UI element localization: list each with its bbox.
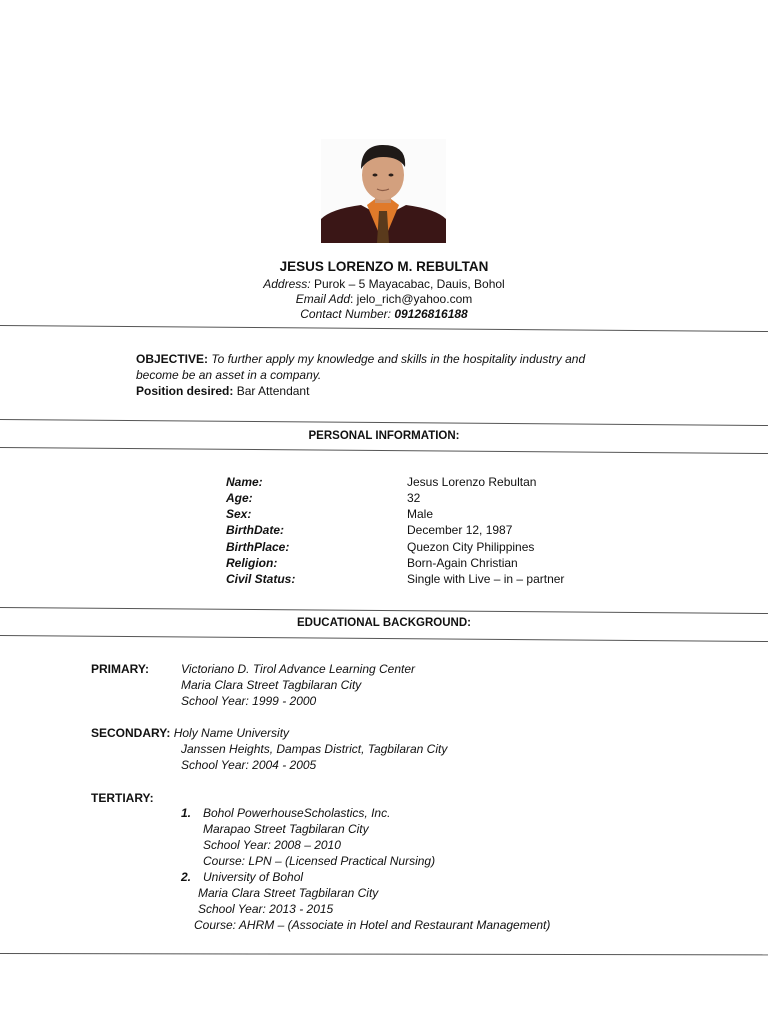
- secondary-line: [91, 726, 289, 740]
- secondary-address: Janssen Heights, Dampas District, Tagbilaran City: [181, 742, 448, 756]
- pi-label: Name:: [226, 475, 263, 489]
- pi-value: Jesus Lorenzo Rebultan: [407, 475, 537, 489]
- contact-line: [0, 307, 768, 321]
- pi-label: Civil Status:: [226, 572, 296, 586]
- primary-year: School Year: 1999 - 2000: [181, 694, 317, 708]
- primary-label: PRIMARY:: [91, 662, 149, 676]
- divider: [0, 953, 768, 955]
- tertiary-course: Course: AHRM – (Associate in Hotel and Restaurant Management): [194, 918, 551, 932]
- pi-value: Single with Live – in – partner: [407, 572, 565, 586]
- tertiary-item-number: 1.: [181, 806, 192, 820]
- pi-value: Quezon City Philippines: [407, 540, 535, 554]
- pi-value: Born-Again Christian: [407, 556, 518, 570]
- tertiary-label: TERTIARY:: [91, 791, 154, 805]
- divider: [0, 325, 768, 332]
- section-heading-personal: PERSONAL INFORMATION:: [308, 430, 460, 442]
- objective-line-1: [136, 352, 585, 366]
- profile-photo: [321, 139, 446, 243]
- primary-address: Maria Clara Street Tagbilaran City: [181, 678, 362, 692]
- pi-label: Religion:: [226, 556, 278, 570]
- address-value: Purok – 5 Mayacabac, Dauis, Bohol: [313, 277, 505, 291]
- objective-label: OBJECTIVE:: [136, 352, 209, 366]
- tertiary-address: Marapao Street Tagbilaran City: [203, 822, 369, 836]
- tertiary-school: University of Bohol: [203, 870, 304, 884]
- objective-text-1: To further apply my knowledge and skills in the hospitality industry and: [211, 352, 586, 366]
- contact-label: Contact Number:: [300, 307, 391, 321]
- section-heading-education: EDUCATIONAL BACKGROUND:: [297, 617, 471, 629]
- email-value: : jelo_rich@yahoo.com: [350, 292, 473, 306]
- tertiary-course: Course: LPN – (Licensed Practical Nursing): [203, 854, 436, 868]
- pi-label: Age:: [226, 491, 253, 505]
- secondary-label: SECONDARY:: [91, 726, 171, 740]
- pi-value: Male: [407, 507, 434, 521]
- email-line: [0, 292, 768, 306]
- pi-label: Sex:: [226, 507, 252, 521]
- divider: [0, 635, 768, 642]
- position-value: Bar Attendant: [236, 384, 310, 398]
- primary-school: Victoriano D. Tirol Advance Learning Center: [181, 662, 416, 676]
- tertiary-year: School Year: 2008 – 2010: [203, 838, 341, 852]
- portrait-image: [321, 139, 446, 243]
- pi-value: 32: [407, 491, 421, 505]
- divider: [0, 607, 768, 614]
- address-label: Address:: [263, 277, 311, 291]
- pi-label: BirthDate:: [226, 523, 285, 537]
- contact-value: 09126816188: [394, 307, 468, 321]
- pi-value: December 12, 1987: [407, 523, 513, 537]
- position-line: [136, 384, 309, 398]
- tertiary-school: Bohol PowerhouseScholastics, Inc.: [203, 806, 391, 820]
- divider: [0, 447, 768, 454]
- secondary-school: Holy Name University: [173, 726, 290, 740]
- email-label: Email Add: [295, 292, 350, 306]
- position-label: Position desired:: [136, 384, 234, 398]
- objective-text-2: become be an asset in a company.: [136, 368, 322, 382]
- divider: [0, 419, 768, 426]
- tertiary-year: School Year: 2013 - 2015: [198, 902, 334, 916]
- tertiary-address: Maria Clara Street Tagbilaran City: [198, 886, 379, 900]
- pi-label: BirthPlace:: [226, 540, 290, 554]
- secondary-year: School Year: 2004 - 2005: [181, 758, 317, 772]
- tertiary-item-number: 2.: [181, 870, 192, 884]
- applicant-name: JESUS LORENZO M. REBULTAN: [279, 259, 489, 274]
- address-line: [0, 277, 768, 291]
